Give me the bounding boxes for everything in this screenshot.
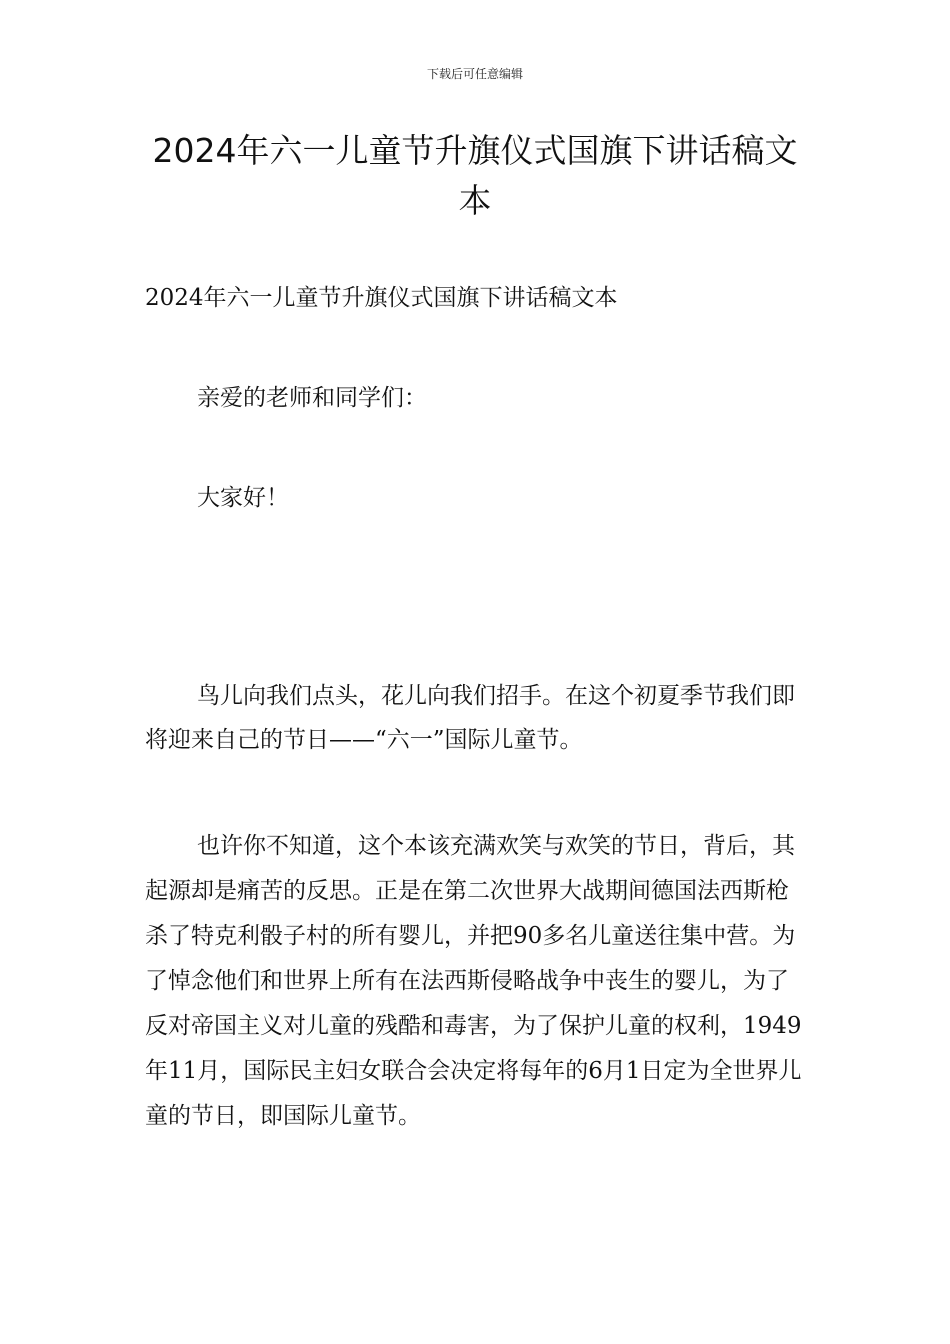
greeting-line: 亲爱的老师和同学们： xyxy=(197,385,427,411)
hello-line: 大家好！ xyxy=(197,485,289,511)
header-note: 下载后可任意编辑 xyxy=(426,67,523,81)
document-subtitle: 2024年六一儿童节升旗仪式国旗下讲话稿文本 xyxy=(145,285,618,311)
document-title: 2024年六一儿童节升旗仪式国旗下讲话稿文本 xyxy=(152,131,798,220)
paragraph-2: 也许你不知道，这个本该充满欢笑与欢笑的节日，背后，其起源却是痛苦的反思。正是在第二次世界大战期间德国法西斯枪杀了特克利骰子村的所有婴儿，并把90多名儿童送往集中营。为了悼念他们和世界上所有在法西斯侵略战争中丧生的婴儿，为了反对帝国主义对儿童的残酷和毒害，为了保护儿童的权利，1949年11月，国际民主妇女联合会决定将每年的6月1日定为全世界儿童的节日，即国际儿童节。 xyxy=(145,833,802,1129)
paragraph-1: 鸟儿向我们点头，花儿向我们招手。在这个初夏季节我们即将迎来自己的节日——“六一”国际儿童节。 xyxy=(145,683,795,753)
